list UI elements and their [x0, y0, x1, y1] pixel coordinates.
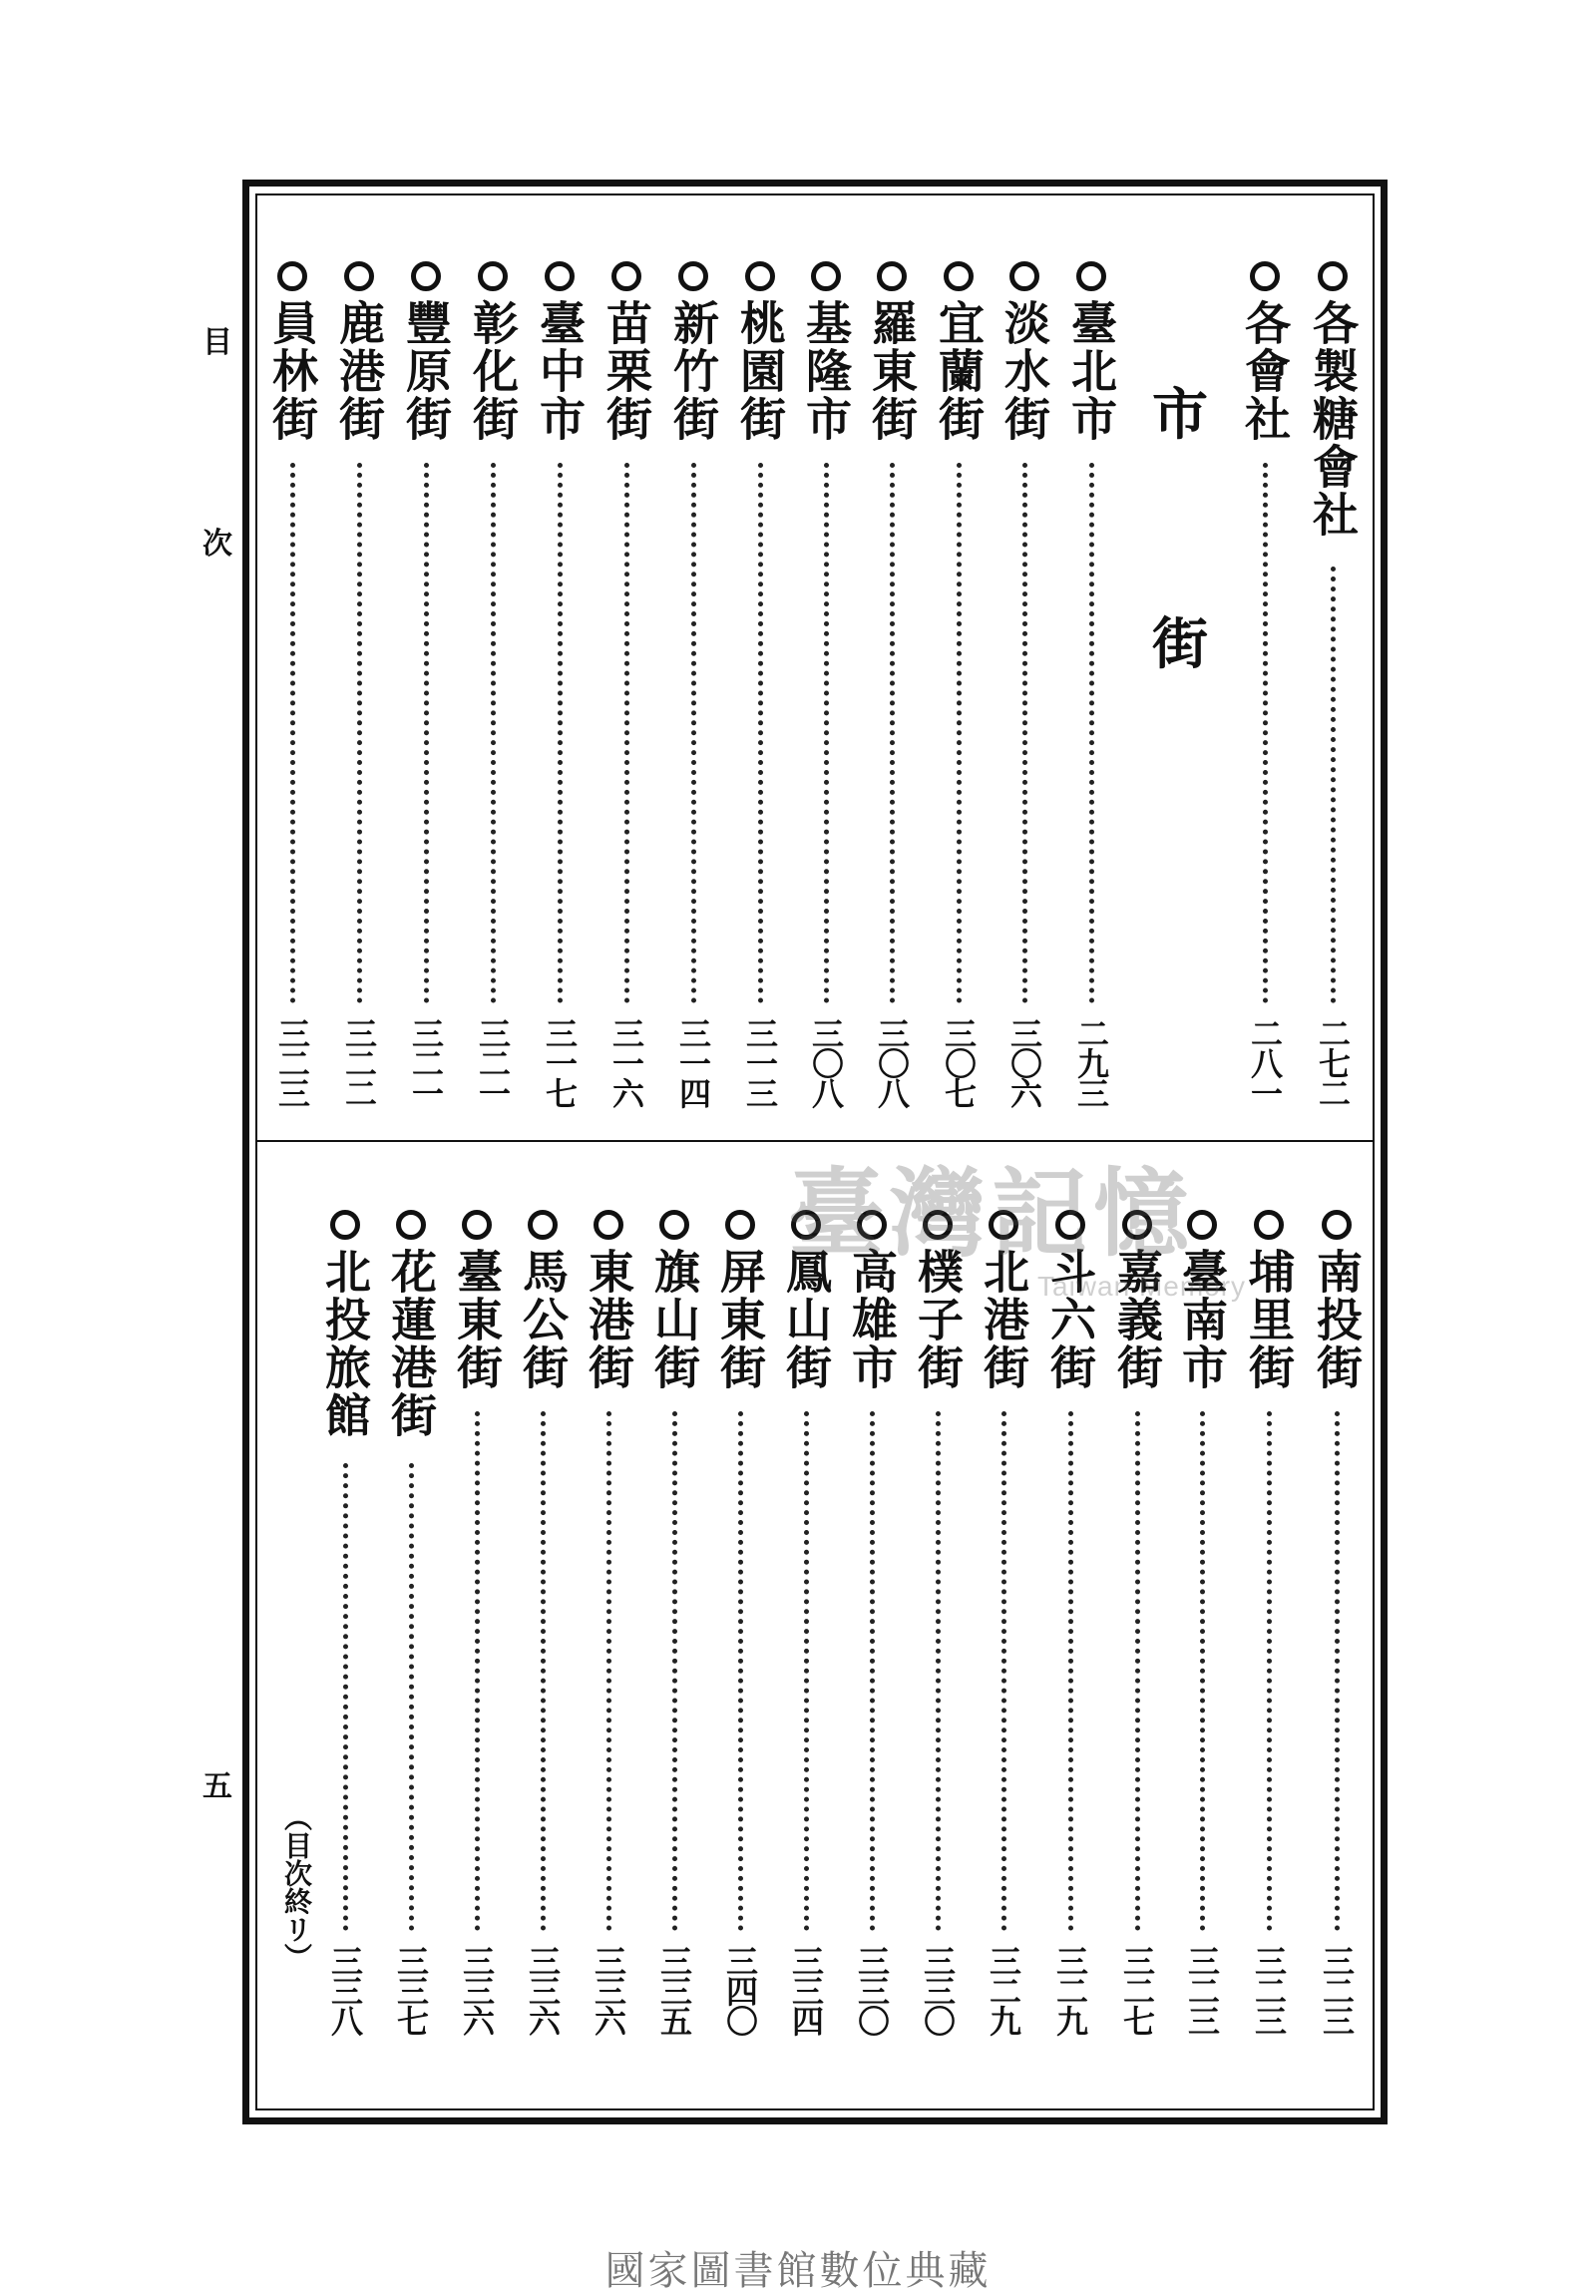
- bullet-circle-icon: [330, 1210, 360, 1240]
- toc-entry-page: 三二三: [273, 1017, 311, 1107]
- dot-leader: [804, 1411, 809, 1931]
- toc-entry-title: 苗栗街: [599, 299, 653, 443]
- toc-entry-page: 三〇七: [940, 1017, 978, 1107]
- toc-entry-title: 淡水街: [998, 299, 1051, 443]
- dot-leader: [491, 463, 496, 1003]
- toc-entry-title: 臺中市: [533, 299, 587, 443]
- toc-entry: [400, 261, 452, 1147]
- toc-entry-page: 三二七: [1118, 1945, 1156, 2035]
- toc-entry: [1176, 1210, 1228, 2075]
- bullet-circle-icon: [1122, 1210, 1152, 1240]
- toc-entry: [1111, 1210, 1163, 2075]
- toc-entry: [385, 1210, 437, 2075]
- toc-entry-title: 旗山街: [647, 1248, 701, 1391]
- dot-leader: [475, 1411, 480, 1931]
- bullet-circle-icon: [877, 261, 907, 291]
- bullet-circle-icon: [989, 1210, 1018, 1240]
- dot-leader: [738, 1411, 743, 1931]
- bullet-circle-icon: [1076, 261, 1106, 291]
- toc-entry-page: 三三八: [326, 1945, 364, 2035]
- toc-entry-page: 三〇八: [873, 1017, 911, 1107]
- toc-entry-title: 各製糖會社: [1306, 299, 1360, 539]
- toc-entry-page: 三三六: [524, 1945, 562, 2035]
- toc-entry-page: 二九三: [1072, 1017, 1110, 1107]
- toc-entry: [933, 261, 985, 1147]
- bullet-circle-icon: [1009, 261, 1039, 291]
- toc-entry-title: 臺東街: [450, 1248, 504, 1391]
- bullet-circle-icon: [1322, 1210, 1352, 1240]
- toc-entry-page: 三二三: [1318, 1945, 1356, 2035]
- toc-entry-page: 三四〇: [721, 1945, 759, 2035]
- toc-entry-title: 鳳山街: [779, 1248, 833, 1391]
- toc-entry-page: 二八一: [1246, 1017, 1284, 1107]
- dot-leader: [558, 463, 563, 1003]
- margin-page-number: 五: [202, 1769, 232, 1804]
- toc-entry-title: 宜蘭街: [932, 299, 986, 443]
- toc-entry: [978, 1210, 1029, 2075]
- toc-entry-page: 三三〇: [919, 1945, 957, 2035]
- dot-leader: [672, 1411, 677, 1931]
- dot-leader: [1331, 567, 1336, 1003]
- toc-entry-page: 三三七: [392, 1945, 430, 2035]
- heading-char-1: 市: [1152, 382, 1208, 448]
- toc-entry-page: 三一三: [741, 1017, 779, 1107]
- toc-entry-page: 三三四: [787, 1945, 825, 2035]
- toc-entry-title: 東港街: [582, 1248, 635, 1391]
- toc-entry: [266, 261, 318, 1147]
- bullet-circle-icon: [1055, 1210, 1085, 1240]
- toc-entry-page: 三二二: [340, 1017, 378, 1107]
- toc-entry-title: 桃園街: [733, 299, 787, 443]
- toc-entry-title: 樸子街: [911, 1248, 965, 1391]
- toc-entry: [583, 1210, 634, 2075]
- toc-entry: [846, 1210, 898, 2075]
- dot-leader: [1001, 1411, 1006, 1931]
- dot-leader: [936, 1411, 941, 1931]
- bullet-circle-icon: [277, 261, 307, 291]
- bullet-circle-icon: [678, 261, 708, 291]
- toc-entry-page: 三二一: [407, 1017, 445, 1107]
- toc-entry-title: 員林街: [265, 299, 319, 443]
- dot-leader: [424, 463, 429, 1003]
- toc-entry-page: 三三〇: [853, 1945, 891, 2035]
- toc-entry: [667, 261, 719, 1147]
- toc-entry-title: 花蓮港街: [384, 1248, 438, 1439]
- bullet-circle-icon: [725, 1210, 755, 1240]
- toc-entry-title: 北投旅館: [318, 1248, 372, 1439]
- dot-leader: [1135, 1411, 1140, 1931]
- dot-leader: [1335, 1411, 1340, 1931]
- toc-entry-page: 三〇八: [807, 1017, 845, 1107]
- toc-entry: [912, 1210, 964, 2075]
- bullet-circle-icon: [857, 1210, 887, 1240]
- footer-credit: 國家圖書館數位典藏: [604, 2248, 992, 2294]
- toc-entry-page: 三二九: [1051, 1945, 1089, 2035]
- bullet-circle-icon: [478, 261, 508, 291]
- dot-leader: [691, 463, 696, 1003]
- toc-entry-title: 埔里街: [1242, 1248, 1296, 1391]
- toc-entry: [534, 261, 586, 1147]
- toc-entry-title: 新竹街: [666, 299, 720, 443]
- dot-leader: [824, 463, 829, 1003]
- bullet-circle-icon: [745, 261, 775, 291]
- dot-leader: [758, 463, 763, 1003]
- toc-entry-title: 南投街: [1310, 1248, 1364, 1391]
- toc-entry-page: 三二一: [474, 1017, 512, 1107]
- toc-entry-title: 嘉義街: [1110, 1248, 1164, 1391]
- dot-leader: [290, 463, 295, 1003]
- dot-leader: [606, 1411, 611, 1931]
- toc-entry: [714, 1210, 766, 2075]
- bullet-circle-icon: [594, 1210, 623, 1240]
- bullet-circle-icon: [811, 261, 841, 291]
- toc-entry: [800, 261, 852, 1147]
- toc-entry-title: 高雄市: [845, 1248, 899, 1391]
- toc-entry-page: 三三六: [458, 1945, 496, 2035]
- bullet-circle-icon: [611, 261, 641, 291]
- dot-leader: [409, 1463, 414, 1931]
- toc-entry: [1044, 1210, 1096, 2075]
- dot-leader: [957, 463, 962, 1003]
- dot-leader: [1200, 1411, 1205, 1931]
- dot-leader: [1263, 463, 1268, 1003]
- toc-entry: [600, 261, 652, 1147]
- dot-leader: [1068, 1411, 1073, 1931]
- toc-entry-title: 斗六街: [1043, 1248, 1097, 1391]
- toc-entry: [998, 261, 1050, 1147]
- toc-entry-page: 三二三: [1183, 1945, 1221, 2035]
- toc-entry: [333, 261, 385, 1147]
- heading-char-2: 街: [1152, 611, 1208, 677]
- toc-entry-page: 三一六: [607, 1017, 645, 1107]
- toc-entry-page: 二七二: [1314, 1017, 1352, 1107]
- margin-label-ci: 次: [202, 527, 232, 562]
- bullet-circle-icon: [528, 1210, 558, 1240]
- toc-entry-title: 豐原街: [399, 299, 453, 443]
- bullet-circle-icon: [396, 1210, 426, 1240]
- bullet-circle-icon: [411, 261, 441, 291]
- toc-entry: [467, 261, 519, 1147]
- bullet-circle-icon: [659, 1210, 689, 1240]
- toc-entry-title: 臺南市: [1175, 1248, 1229, 1391]
- toc-entry: [780, 1210, 832, 2075]
- bullet-circle-icon: [545, 261, 575, 291]
- toc-entry: [319, 1210, 371, 2075]
- toc-entry-page: 三一七: [541, 1017, 579, 1107]
- dot-leader: [1089, 463, 1094, 1003]
- watermark-main: 臺灣記憶: [788, 1157, 1195, 1270]
- dot-leader: [1022, 463, 1027, 1003]
- bullet-circle-icon: [1318, 261, 1348, 291]
- dot-leader: [343, 1463, 348, 1931]
- toc-entry-page: 三二三: [1250, 1945, 1288, 2035]
- toc-entry: [1239, 261, 1291, 1147]
- toc-entry-page: 三一四: [674, 1017, 712, 1107]
- dot-leader: [870, 1411, 875, 1931]
- dot-leader: [624, 463, 629, 1003]
- toc-entry-page: 三〇六: [1005, 1017, 1043, 1107]
- toc-entry-page: 三三六: [590, 1945, 627, 2035]
- dot-leader: [541, 1411, 546, 1931]
- toc-entry-page: 三三五: [655, 1945, 693, 2035]
- bullet-circle-icon: [923, 1210, 953, 1240]
- toc-entry: [648, 1210, 700, 2075]
- bullet-circle-icon: [1254, 1210, 1284, 1240]
- bullet-circle-icon: [1187, 1210, 1217, 1240]
- toc-entry: [1065, 261, 1117, 1147]
- toc-entry-title: 臺北市: [1064, 299, 1118, 443]
- toc-entry: [866, 261, 918, 1147]
- dot-leader: [1267, 1411, 1272, 1931]
- toc-entry-title: 羅東街: [865, 299, 919, 443]
- toc-entry: [734, 261, 786, 1147]
- toc-entry-title: 基隆市: [799, 299, 853, 443]
- watermark-sub: Taiwan Memory: [1037, 1271, 1247, 1302]
- toc-entry-title: 彰化街: [466, 299, 520, 443]
- toc-entry: [451, 1210, 503, 2075]
- bullet-circle-icon: [462, 1210, 492, 1240]
- toc-entry-title: 馬公街: [516, 1248, 570, 1391]
- bullet-circle-icon: [344, 261, 374, 291]
- section-heading: [1145, 371, 1215, 680]
- bullet-circle-icon: [1250, 261, 1280, 291]
- bullet-circle-icon: [791, 1210, 821, 1240]
- dot-leader: [890, 463, 895, 1003]
- toc-entry: [1243, 1210, 1295, 2075]
- margin-label-mu: 目: [202, 325, 232, 360]
- bullet-circle-icon: [944, 261, 974, 291]
- end-note: （目次終リ）: [280, 1803, 313, 1971]
- toc-entry: [1311, 1210, 1363, 2075]
- toc-entry-title: 鹿港街: [332, 299, 386, 443]
- toc-entry-page: 三二九: [985, 1945, 1022, 2035]
- toc-entry-title: 各會社: [1238, 299, 1292, 443]
- toc-entry: [517, 1210, 569, 2075]
- toc-entry: [1307, 261, 1359, 1147]
- dot-leader: [357, 463, 362, 1003]
- toc-entry-title: 北港街: [977, 1248, 1030, 1391]
- toc-entry-title: 屏東街: [713, 1248, 767, 1391]
